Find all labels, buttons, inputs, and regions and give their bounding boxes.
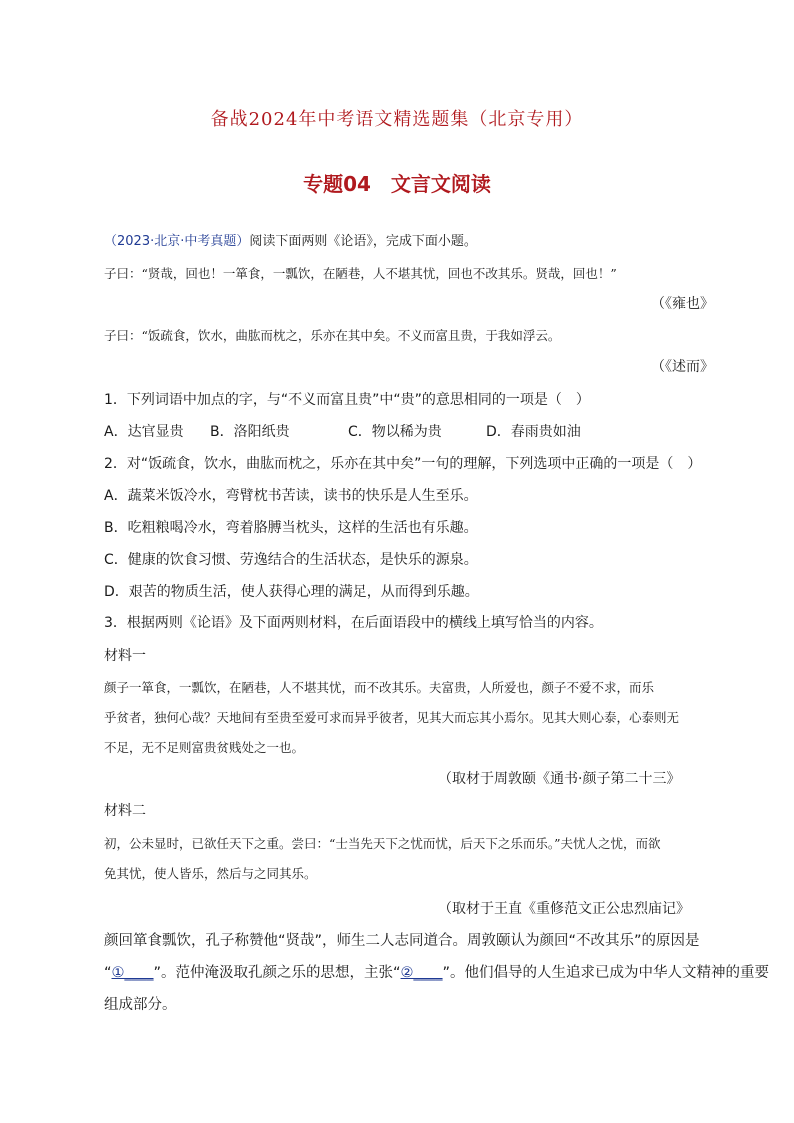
q1-option-a[interactable]: A．达官显贵 (104, 424, 184, 440)
material2-line: 初，公未显时，已欲任天下之重。尝曰：“士当先天下之忧而忧，后天下之乐而乐。”夫忧人之忧，而欲 (104, 836, 661, 851)
passage-1: 子曰：“贤哉，回也！一箪食，一瓢饮，在陋巷，人不堪其忧，回也不改其乐。贤哉，回也！” (104, 266, 617, 281)
material1-line: 乎贫者，独何心哉？天地间有至贵至爱可求而异乎彼者，见其大而忘其小焉尔。见其大则心泰，心泰则无 (104, 710, 680, 725)
q2-option-b[interactable]: B．吃粗粮喝冷水，弯着胳膊当枕头，这样的生活也有乐趣。 (104, 520, 478, 536)
collection-title: 备战2024年中考语文精选题集（北京专用） (210, 109, 584, 130)
blank-2[interactable]: ②____ (400, 965, 443, 981)
passage-2-source: （《述而》 (651, 359, 714, 375)
material1-label: 材料一 (104, 648, 146, 664)
material2-source: （取材于王直《重修范文正公忠烈庙记》 (438, 901, 690, 917)
paragraph-line-3: 组成部分。 (104, 997, 177, 1013)
q1-stem: 1．下列词语中加点的字，与“不义而富且贵”中“贵”的意思相同的一项是（ ） (104, 392, 590, 408)
paragraph-end-text: ”。他们倡导的人生追求已成为中华人文精神的重要 (442, 965, 770, 981)
q1-option-b[interactable]: B．洛阳纸贵 (210, 424, 290, 440)
paragraph-mid-text: ”。范仲淹汲取孔颜之乐的思想，主张“ (153, 965, 401, 981)
passage-2: 子曰：“饭疏食，饮水，曲肱而枕之，乐亦在其中矣。不义而富且贵，于我如浮云。 (104, 328, 561, 343)
paragraph-line-1: 颜回箪食瓢饮，孔子称赞他“贤哉”，师生二人志同道合。周敦颐认为颜回“不改其乐”的原因是 (104, 933, 700, 949)
material1-line: 不足，无不足则富贵贫贱处之一也。 (104, 740, 305, 755)
q2-stem: 2．对“饭疏食，饮水，曲肱而枕之，乐亦在其中矣”一句的理解，下列选项中正确的一项是（ ） (104, 456, 702, 472)
material1-line: 颜子一箪食，一瓢饮，在陋巷，人不堪其忧，而不改其乐。夫富贵，人所爱也，颜子不爱不求，而乐 (104, 680, 655, 695)
instruction: 阅读下面两则《论语》，完成下面小题。 (249, 234, 477, 249)
q1-option-d[interactable]: D．春雨贵如油 (486, 424, 581, 440)
question-intro (104, 230, 477, 249)
q1-option-c[interactable]: C．物以稀为贵 (348, 424, 442, 440)
material2-label: 材料二 (104, 803, 146, 819)
q3-stem: 3．根据两则《论语》及下面两则材料，在后面语段中的横线上填写恰当的内容。 (104, 615, 603, 631)
source-tag: （2023·北京·中考真题） (104, 234, 250, 249)
passage-1-source: （《雍也》 (651, 296, 714, 312)
topic-title: 专题04 文言文阅读 (303, 172, 491, 196)
blank-1[interactable]: ①____ (111, 965, 154, 981)
paragraph-line-2: “①____”。范仲淹汲取孔颜之乐的思想，主张“②____”。他们倡导的人生追求已成为中华人文精神的重要 (104, 965, 770, 981)
q2-option-c[interactable]: C．健康的饮食习惯、劳逸结合的生活状态，是快乐的源泉。 (104, 552, 478, 568)
q2-option-a[interactable]: A．蔬菜米饭冷水，弯臂枕书苦读，读书的快乐是人生至乐。 (104, 488, 478, 504)
material1-source: （取材于周敦颐《通书·颜子第二十三》 (438, 771, 681, 787)
q2-option-d[interactable]: D．艰苦的物质生活，使人获得心理的满足，从而得到乐趣。 (104, 584, 479, 600)
material2-line: 免其忧，使人皆乐，然后与之同其乐。 (104, 866, 317, 881)
